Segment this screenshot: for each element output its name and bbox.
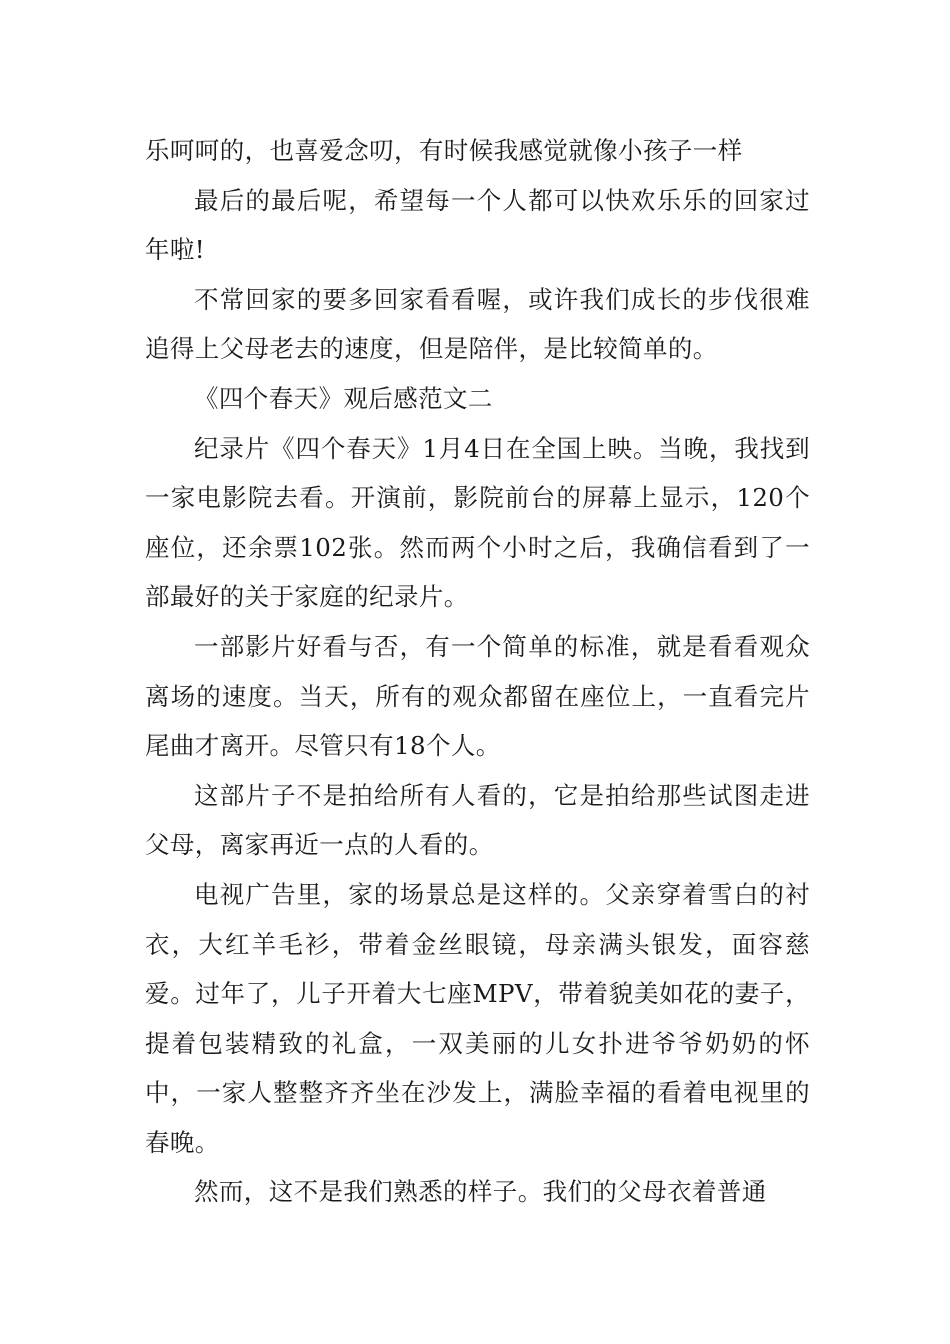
document-body	[145, 126, 810, 1217]
paragraph: 电视广告里，家的场景总是这样的。父亲穿着雪白的衬衣，大红羊毛衫，带着金丝眼镜，母亲满头银发，面容慈爱。过年了，儿子开着大七座MPV，带着貌美如花的妻子，提着包装精致的礼盒，一双美丽的儿女扑进爷爷奶奶的怀中，一家人整整齐齐坐在沙发上，满脸幸福的看着电视里的春晚。	[145, 879, 810, 1157]
paragraph: 不常回家的要多回家看看喔，或许我们成长的步伐很难追得上父母老去的速度，但是陪伴，是比较简单的。	[145, 284, 810, 364]
paragraph: 最后的最后呢，希望每一个人都可以快欢乐乐的回家过年啦!	[145, 185, 810, 265]
paragraph: 纪录片《四个春天》1月4日在全国上映。当晚，我找到一家电影院去看。开演前，影院前台的屏幕上显示，120个座位，还余票102张。然而两个小时之后，我确信看到了一部最好的关于家庭的纪录片。	[145, 433, 810, 612]
paragraph: 一部影片好看与否，有一个简单的标准，就是看看观众离场的速度。当天，所有的观众都留在座位上，一直看完片尾曲才离开。尽管只有18个人。	[145, 631, 810, 761]
paragraph: 然而，这不是我们熟悉的样子。我们的父母衣着普通	[194, 1177, 767, 1207]
section-heading: 《四个春天》观后感范文二	[194, 383, 493, 413]
paragraph: 这部片子不是拍给所有人看的，它是拍给那些试图走进父母，离家再近一点的人看的。	[145, 780, 810, 860]
paragraph: 乐呵呵的，也喜爱念叨，有时候我感觉就像小孩子一样	[145, 136, 743, 165]
